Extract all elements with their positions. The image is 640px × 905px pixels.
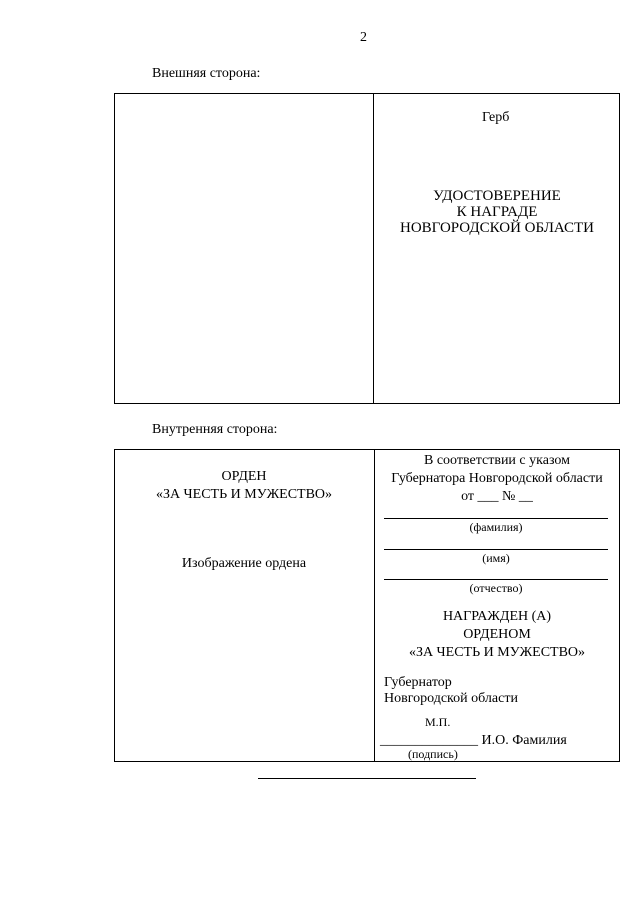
decree-line: от ___ № __: [461, 489, 533, 504]
outer-side-divider: [373, 93, 374, 404]
certificate-title-line: НОВГОРОДСКОЙ ОБЛАСТИ: [399, 220, 595, 236]
emblem-placeholder: Герб: [482, 110, 510, 125]
governor-line: Губернатор: [384, 675, 452, 690]
outer-side-frame: [114, 93, 620, 404]
awarded-line: «ЗА ЧЕСТЬ И МУЖЕСТВО»: [408, 645, 586, 660]
order-name-line: ОРДЕН: [221, 469, 267, 484]
certificate-title-line: К НАГРАДЕ: [456, 204, 538, 220]
governor-line: Новгородской области: [384, 691, 518, 706]
signature-line: ______________ И.О. Фамилия: [380, 733, 567, 748]
governor-title: [384, 675, 518, 707]
signature-caption: (подпись): [408, 747, 458, 761]
inner-side-heading: Внутренняя сторона:: [152, 422, 278, 437]
certificate-title: [374, 188, 620, 236]
order-image-placeholder: Изображение ордена: [181, 556, 307, 571]
surname-field-line: [384, 518, 608, 519]
awarded-text: [374, 608, 620, 662]
decree-line: В соответствии с указом: [423, 453, 570, 468]
awarded-line: НАГРАЖДЕН (А): [442, 609, 552, 624]
name-caption: (имя): [482, 551, 510, 565]
patronymic-field-line: [384, 579, 608, 580]
stamp-placeholder: М.П.: [425, 715, 451, 729]
outer-side-heading: Внешняя сторона:: [152, 66, 261, 81]
decree-text: [374, 452, 620, 506]
awarded-line: ОРДЕНОМ: [463, 627, 531, 642]
certificate-title-line: УДОСТОВЕРЕНИЕ: [433, 188, 561, 204]
patronymic-caption: (отчество): [469, 581, 523, 595]
order-name-line: «ЗА ЧЕСТЬ И МУЖЕСТВО»: [155, 487, 333, 502]
end-separator-line: [258, 778, 476, 779]
order-name: [114, 468, 374, 504]
name-field-line: [384, 549, 608, 550]
surname-caption: (фамилия): [469, 520, 523, 534]
decree-line: Губернатора Новгородской области: [391, 471, 603, 486]
page-number: 2: [360, 30, 367, 45]
